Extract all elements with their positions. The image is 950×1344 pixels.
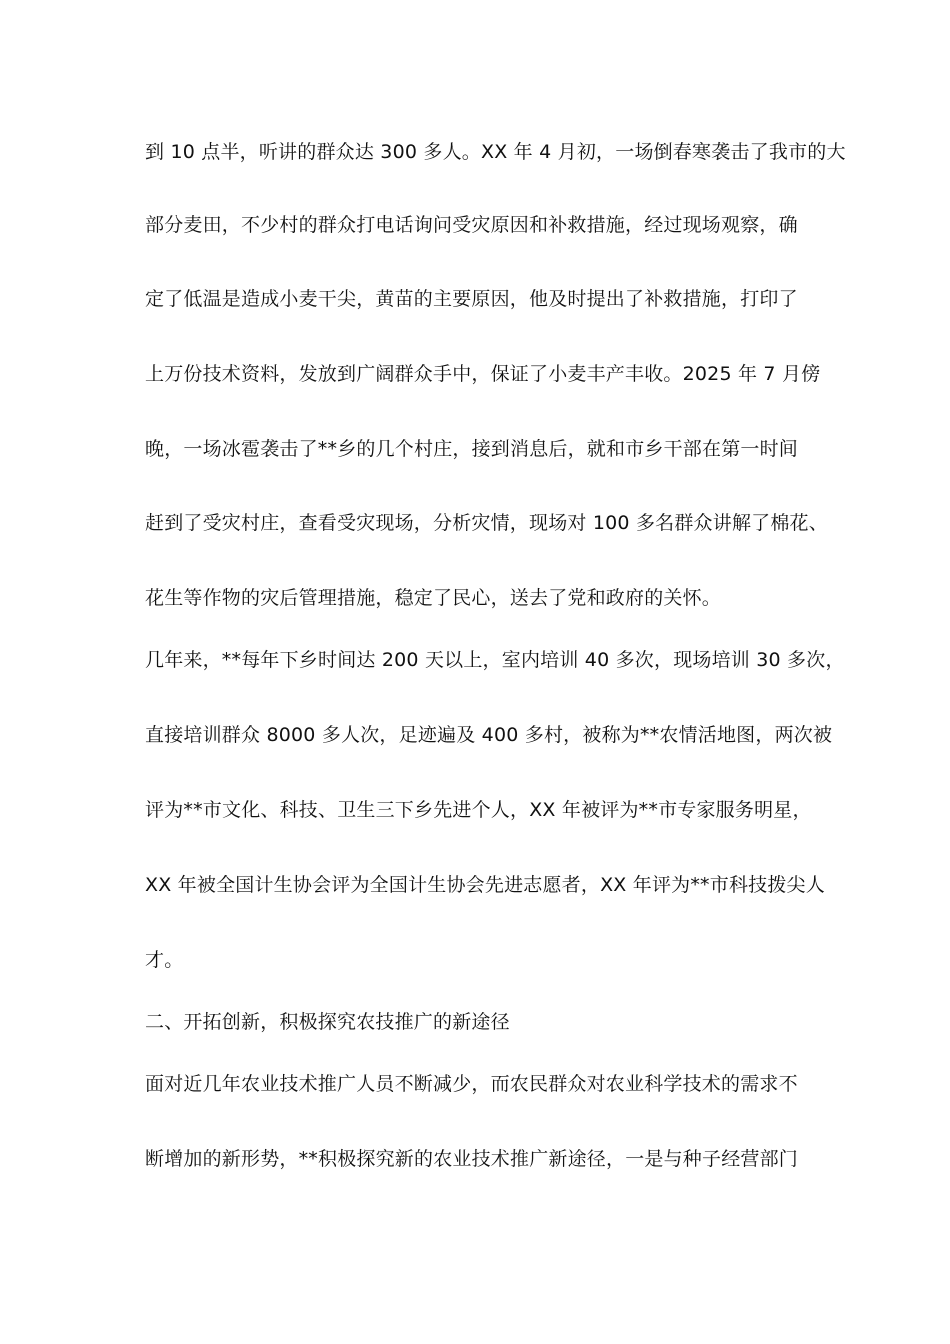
section-heading: 二、开拓创新，积极探究农技推广的新途径: [145, 1011, 510, 1033]
paragraph-line: 定了低温是造成小麦干尖，黄苗的主要原因，他及时提出了补救措施，打印了: [145, 288, 798, 310]
paragraph-line: 晚，一场冰雹袭击了**乡的几个村庄，接到消息后，就和市乡干部在第一时间: [145, 438, 799, 460]
paragraph-line: 上万份技术资料，发放到广阔群众手中，保证了小麦丰产丰收。2025 年 7 月傍: [145, 363, 821, 385]
paragraph-line: 才。: [145, 949, 184, 971]
paragraph-line: 赶到了受灾村庄，查看受灾现场，分析灾情，现场对 100 多名群众讲解了棉花、: [145, 512, 828, 534]
paragraph-line: 到 10 点半，听讲的群众达 300 多人。XX 年 4 月初，一场倒春寒袭击了我市的大: [145, 141, 846, 163]
paragraph-line: 花生等作物的灾后管理措施，稳定了民心，送去了党和政府的关怀。: [145, 587, 722, 609]
paragraph-line: 断增加的新形势，**积极探究新的农业技术推广新途径，一是与种子经营部门: [145, 1148, 799, 1170]
paragraph-line: 部分麦田，不少村的群众打电话询问受灾原因和补救措施，经过现场观察，确: [145, 214, 798, 236]
paragraph-line: 几年来，**每年下乡时间达 200 天以上，室内培训 40 多次，现场培训 30 多次，: [145, 649, 845, 671]
paragraph-line: XX 年被全国计生协会评为全国计生协会先进志愿者，XX 年评为**市科技拨尖人: [145, 874, 825, 896]
paragraph-line: 评为**市文化、科技、卫生三下乡先进个人，XX 年被评为**市专家服务明星，: [145, 799, 812, 821]
paragraph-line: 直接培训群众 8000 多人次，足迹遍及 400 多村，被称为**农情活地图，两次被: [145, 724, 833, 746]
paragraph-line: 面对近几年农业技术推广人员不断减少，而农民群众对农业科学技术的需求不: [145, 1073, 798, 1095]
